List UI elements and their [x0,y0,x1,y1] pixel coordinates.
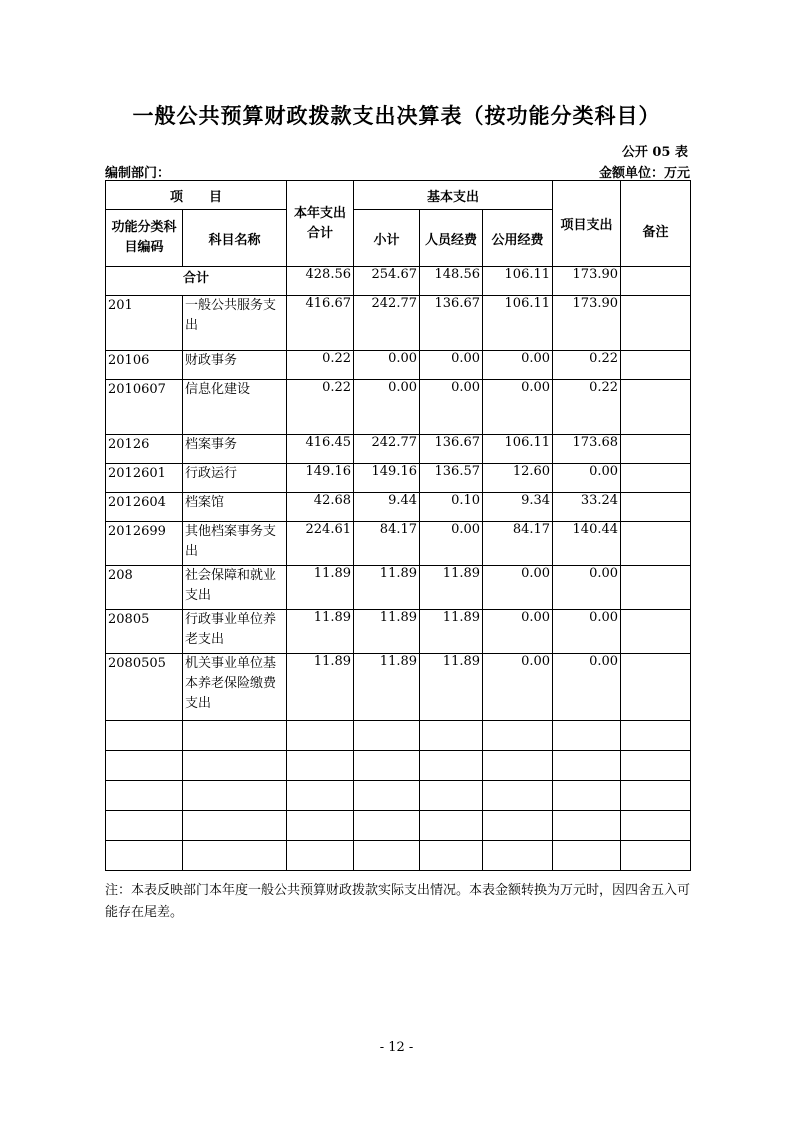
row-personnel: 136.67 [420,435,483,464]
table-row [106,464,691,493]
blank-cell [106,751,183,781]
row-name: 档案事务 [183,435,287,464]
table-row [106,493,691,522]
blank-cell [354,721,420,751]
row-public: 0.00 [483,654,553,721]
header-func-code: 功能分类科目编码 [106,210,183,267]
table-row [106,296,691,351]
blank-cell [553,841,621,871]
blank-cell [420,751,483,781]
row-public: 9.34 [483,493,553,522]
header-public: 公用经费 [483,210,553,267]
row-project: 0.22 [553,351,621,380]
row-subtotal: 0.00 [354,351,420,380]
row-code: 20805 [106,610,183,654]
blank-cell [420,721,483,751]
row-project: 33.24 [553,493,621,522]
blank-cell [183,721,287,751]
row-public: 84.17 [483,522,553,566]
blank-cell [553,721,621,751]
row-public: 0.00 [483,566,553,610]
blank-cell [183,841,287,871]
row-project: 140.44 [553,522,621,566]
blank-cell [287,811,354,841]
row-code: 208 [106,566,183,610]
row-personnel: 0.10 [420,493,483,522]
footnote: 注：本表反映部门本年度一般公共预算财政拨款实际支出情况。本表金额转换为万元时，因四舍五入可能存在尾差。 [105,883,691,920]
row-remarks [621,493,691,522]
row-code: 201 [106,296,183,351]
page-number: - 12 - [379,1040,414,1055]
blank-cell [420,811,483,841]
blank-row [106,841,691,871]
blank-row [106,721,691,751]
row-subtotal: 242.77 [354,296,420,351]
table-row [106,435,691,464]
blank-cell [354,751,420,781]
blank-cell [106,781,183,811]
row-subtotal: 11.89 [354,566,420,610]
table-number: 公开 05 表 [621,145,688,160]
blank-cell [483,781,553,811]
blank-cell [183,751,287,781]
table-row [106,351,691,380]
row-remarks [621,566,691,610]
row-annual: 224.61 [287,522,354,566]
header-remarks: 备注 [621,181,691,267]
table-row [106,654,691,721]
blank-cell [106,841,183,871]
row-project: 0.00 [553,654,621,721]
header-annual-total: 本年支出合计 [287,181,354,267]
total-annual: 428.56 [287,267,354,296]
blank-cell [354,811,420,841]
budget-table [105,180,691,871]
total-row [106,267,691,296]
row-project: 0.22 [553,380,621,435]
total-personnel: 148.56 [420,267,483,296]
blank-cell [287,781,354,811]
row-subtotal: 11.89 [354,610,420,654]
row-name: 机关事业单位基本养老保险缴费支出 [183,654,287,721]
row-project: 173.90 [553,296,621,351]
row-remarks [621,435,691,464]
blank-cell [354,781,420,811]
blank-cell [483,811,553,841]
blank-cell [483,751,553,781]
blank-cell [483,841,553,871]
blank-cell [287,751,354,781]
unit-label: 金额单位：万元 [598,166,690,181]
blank-cell [553,751,621,781]
row-name: 行政事业单位养老支出 [183,610,287,654]
row-subtotal: 242.77 [354,435,420,464]
header-item-name: 科目名称 [183,210,287,267]
row-annual: 0.22 [287,351,354,380]
header-project: 项 目 [106,181,287,210]
blank-cell [287,721,354,751]
row-personnel: 11.89 [420,566,483,610]
row-code: 2010607 [106,380,183,435]
row-code: 20106 [106,351,183,380]
row-project: 0.00 [553,566,621,610]
blank-row [106,781,691,811]
table-row [106,566,691,610]
blank-cell [483,721,553,751]
dept-label: 编制部门： [105,166,171,181]
total-label: 合计 [106,267,287,296]
blank-cell [287,841,354,871]
row-remarks [621,654,691,721]
row-annual: 11.89 [287,566,354,610]
row-code: 2080505 [106,654,183,721]
row-annual: 11.89 [287,610,354,654]
row-public: 106.11 [483,296,553,351]
total-project: 173.90 [553,267,621,296]
row-personnel: 11.89 [420,654,483,721]
row-annual: 416.67 [287,296,354,351]
row-code: 2012604 [106,493,183,522]
row-name: 其他档案事务支出 [183,522,287,566]
row-public: 0.00 [483,380,553,435]
row-remarks [621,610,691,654]
row-annual: 416.45 [287,435,354,464]
row-name: 行政运行 [183,464,287,493]
blank-row [106,811,691,841]
total-subtotal: 254.67 [354,267,420,296]
blank-cell [553,811,621,841]
header-basic: 基本支出 [354,181,553,210]
row-public: 0.00 [483,351,553,380]
row-personnel: 0.00 [420,380,483,435]
row-personnel: 11.89 [420,610,483,654]
row-personnel: 0.00 [420,351,483,380]
row-name: 一般公共服务支出 [183,296,287,351]
row-public: 0.00 [483,610,553,654]
row-annual: 0.22 [287,380,354,435]
row-personnel: 0.00 [420,522,483,566]
row-remarks [621,380,691,435]
header-personnel: 人员经费 [420,210,483,267]
row-personnel: 136.67 [420,296,483,351]
row-subtotal: 11.89 [354,654,420,721]
row-annual: 149.16 [287,464,354,493]
blank-cell [106,721,183,751]
row-subtotal: 9.44 [354,493,420,522]
row-remarks [621,351,691,380]
table-row [106,610,691,654]
row-subtotal: 84.17 [354,522,420,566]
page-title: 一般公共预算财政拨款支出决算表（按功能分类科目） [132,103,661,128]
blank-cell [621,751,691,781]
blank-cell [183,781,287,811]
row-annual: 11.89 [287,654,354,721]
blank-cell [621,781,691,811]
blank-cell [621,841,691,871]
blank-cell [420,781,483,811]
row-name: 档案馆 [183,493,287,522]
row-subtotal: 0.00 [354,380,420,435]
blank-row [106,751,691,781]
blank-cell [183,811,287,841]
row-code: 2012699 [106,522,183,566]
blank-cell [354,841,420,871]
blank-cell [621,811,691,841]
row-project: 0.00 [553,464,621,493]
row-project: 173.68 [553,435,621,464]
blank-cell [621,721,691,751]
blank-cell [420,841,483,871]
total-public: 106.11 [483,267,553,296]
row-annual: 42.68 [287,493,354,522]
row-remarks [621,296,691,351]
row-project: 0.00 [553,610,621,654]
row-name: 社会保障和就业支出 [183,566,287,610]
meta-row [105,162,690,180]
row-code: 2012601 [106,464,183,493]
row-remarks [621,464,691,493]
row-code: 20126 [106,435,183,464]
header-subtotal: 小计 [354,210,420,267]
row-public: 12.60 [483,464,553,493]
total-remarks [621,267,691,296]
blank-cell [106,811,183,841]
row-name: 信息化建设 [183,380,287,435]
blank-cell [553,781,621,811]
table-row [106,522,691,566]
row-personnel: 136.57 [420,464,483,493]
row-name: 财政事务 [183,351,287,380]
row-subtotal: 149.16 [354,464,420,493]
header-project-expense: 项目支出 [553,181,621,267]
table-row [106,380,691,435]
row-remarks [621,522,691,566]
row-public: 106.11 [483,435,553,464]
